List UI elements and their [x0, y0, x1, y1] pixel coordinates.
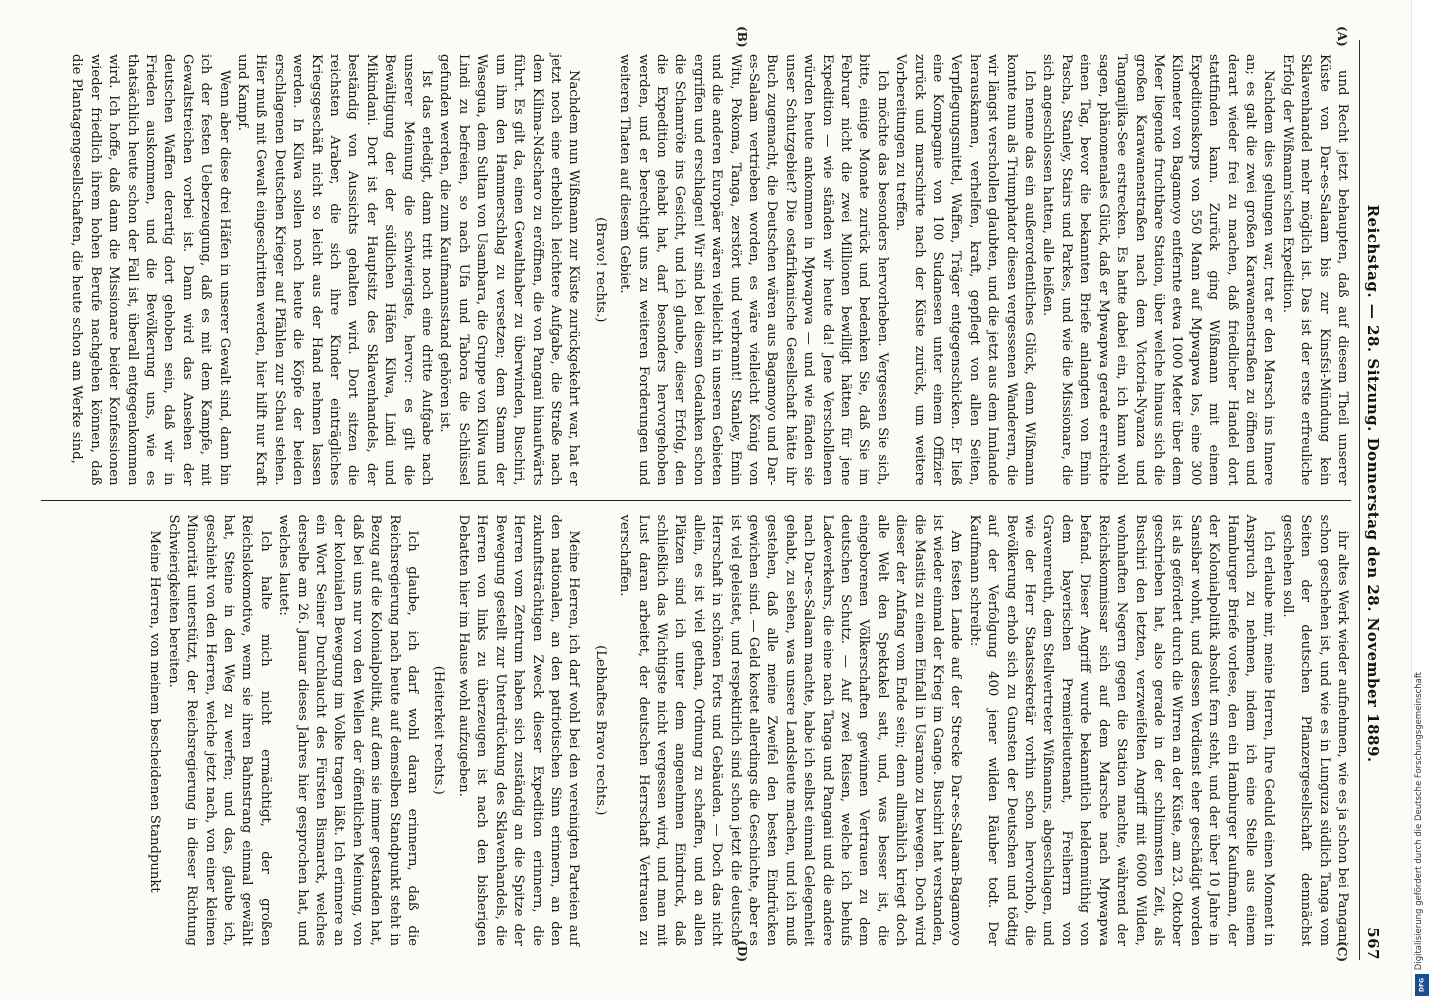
digitization-credit-strip — [1411, 0, 1432, 1000]
paragraph: Ich glaube, ich darf wohl daran erinnern, daß die Reichsregierung nach heute auf demselben Standpunkt steht in Bezug auf die Kolonialpolitik, auf dem sie immer gestanden hat, daß bei uns nur von den Wellen der öffentlichen Meinung, von der kolonialen Bewegung im Volke tragen läßt. Ich erinnere an ein Wort Seiner Durchlaucht des Fürsten Bismarck, welches derselbe am 26. Januar dieses Jahres hier gesprochen hat, und welches lautet: — [276, 514, 421, 946]
left-column — [41, 26, 1351, 500]
margin-marker-d: (D) — [735, 940, 749, 962]
stage-direction: (Lebhaftes Bravo rechts.) — [592, 645, 608, 816]
paragraph: Ich möchte das besonders hervorheben. Vergessen Sie sich, bitte, einige Monate zurück und bedenken Sie, daß Sie im Februar nicht die zwei Millionen bewilligt hätten für jene Expedition — wie ständen wir heute da! Jene Verschollenen würden heute ankommen in Mpwapwa — und wie fänden sie unser Schutzgebiet? Die ostafrikanische Gesellschaft hätte ihr Buch zugemacht, die Deutschen wären aus Bagamoyo und Dar-es-Salaam vertrieben worden, es wäre vielleicht König von Witu, Pokoma, Tanga, zerstört und verbrannt! Stanley, Emin und die anderen Europäer wären vielleicht in unseren Gebieten ergriffen und erschlagen! Wir sind bei diesem Gedanken schon die Schamröte ins Gesicht, und ich glaube, dieser Erfolg, den die Expedition gehabt hat, darf besonders hervorgehoben werden, und er berechtigt uns zu weiteren Forderungen und weiteren Thaten auf diesem Gebiet. — [617, 54, 890, 486]
page-number: 567 — [1364, 927, 1382, 960]
text-columns — [41, 26, 1351, 962]
paragraph: Meine Herren, von meinem bescheidenen Standpunkt — [147, 530, 163, 893]
rotated-page-content — [16, 20, 1396, 980]
paragraph: Meine Herren, ich darf wohl bei den vereinigten Parteien auf den nationalen, an den patriotischen Sinn erinnern, an den zukunftsträchtigen Zweck dieser Expedition erinnern, die Herren vom Zentrum haben sich zuständig an die Spitze der Bewegung gestellt zur Unterdrückung des Sklavenhandels, die Herren von links zu überzeugen ist nach den bisherigen Debatten hier im Hause wohl aufzugeben. — [455, 514, 582, 946]
margin-marker-b: (B) — [735, 26, 749, 48]
page-header — [1359, 40, 1382, 960]
paragraph: Am festen Lande auf der Strecke Dar-es-Salaam-Bagamoyo ist wieder einmal der Krieg im Gange. Buschiri hat verstanden, die Masitis zu einem Einfall in Usaramo zu bewegen. Doch wird dieser der Anfang vom Ende sein; denn allmählich kriegt doch alle Welt den Spektakel satt, und, was besser ist, die eingeborenen Völkerschaften gewinnen Vertrauen zu dem deutschen Schutz. — Auf zwei Reisen, welche ich behufs Ladeverkehrs, die eine nach Tanga und Pangani und die andere nach Dar-es-Salaam machte, habe ich selbst einmal Gelegenheit gehabt, zu sehen, was unsere Landsleute machen, und ich muß gestehen, daß alle meine Zweifel den besten Eindrücken gewichen sind. — Geld kostet allerdings die Geschichte, aber es ist viel geleistet, und respektirlich sind schon jetzt die deutsche Herrschaft in schönen Forts und Gebäuden. — Doch das nicht allein, es ist viel gethan, Ordnung zu schaffen, und an allen Plätzen sind ich unter dem angenehmen Eindruck, daß schließlich das Wichtigste nicht vergessen wird, und man mit Lust daran arbeitet, der deutschen Herrschaft Vertrauen zu verschaffen. — [617, 514, 964, 946]
paragraph: Ich nenne das ein außerordentliches Glück, denn Wißmann konnte nun als Triumphator diesen vergessenen Wanderern, die wir längst verschollen glaubten, und die jetzt aus dem Innlande herauskamen, verhelfen, kraft, gepflegt von allen Seiten, Verpflegungsmittel, Waffen, Träger entgegenschicken. Er ließ eine Kompagnie von 100 Sudanesen unter einem Offizier zurück und marschirte nach der Küste zurück, um weitere Vorbereitungen zu treffen. — [893, 54, 1038, 486]
right-column — [41, 500, 1351, 961]
paragraph: Nachdem dies gelungen war, trat er den Marsch ins Innere an; es galt die zwei großen Karawanenstraßen zu öffnen und derart wieder frei zu machen, daß friedlicher Handel dort stattfinden kann. Zurück ging Wißmann mit einem Expeditionskorps von 550 Mann auf Mpwapwa los, eine 300 Kilometer von Bagamoyo entfernte etwa 1000 Meter über dem Meer liegende fruchtbare Station, über welche hinaus sich die großen Karawanenstraßen nach dem Victoria-Nyanza und Tanganjika-See erstrecken. Es hatte dabei ein, ich kann wohl sagen, phänomenales Glück, daß er Mpwapwa gerade erreichte einen Tag, bevor die bekannten Briefe anlangten von Emin Pascha, Stanley, Stairs und Parkes, und wie die Missionare, die sich angeschlossen hatten, alle heißen. — [1040, 54, 1277, 486]
paragraph: und Recht jetzt behaupten, daß auf diesem Theil unserer Küste von Dar-es-Salaam bis zur Kinsfsi-Mündung kein Sklavenhandel mehr möglich ist. Das ist der erste erfreuliche Erfolg der Wißmann'schen Expedition. — [1279, 54, 1350, 486]
margin-marker-c: (C) — [1335, 941, 1349, 962]
dfg-logo: DFG — [1415, 974, 1429, 996]
page-header-title: Reichstag. — 28. Sitzung. Donnerstag den 28. November 1889. — [1364, 204, 1382, 763]
paragraph: ihr altes Werk wieder aufnehmen, wie es ja schon bei Pangani schon geschehen ist, und wie es in Lunguza südlich Tanga vom Seiten der deutschen Pflanzergesellschaft demnächst geschehen soll. — [1279, 514, 1350, 946]
paragraph: Ich erlaube mir, meine Herren, Ihre Geduld einen Moment in Anspruch zu nehmen, indem ich eine Stelle aus einem Hamburger Briefe vorlese, den ein Hamburger Kaufmann, der der Kolonialpolitik absolut fern steht, und der über 10 Jahre in Sansibar wohnt, und dessen Verdienst eher geschädigt worden ist als gefördert durch die Wirren an der Küste, am 23. Oktober geschrieben hat, also gerade in der schlimmsten Zeit, als Buschiri den letzten, verzweifelten Angriff mit 6000 Wilden, wohnhaften Negern gegen die Station machte, während der Reichskommissar sich auf dem Marsche nach Mpwapwa befand. Dieser Angriff wurde bekanntlich heldenmüthig von dem bayerischen Premierlieutenant, Freiherrn von Gravenreuth, dem Stellvertreter Wißmanns, abgeschlagen, und wie der Herr Staatssekretär vorhin schon hervorhob, die Bevölkerung erhob sich zu Gunsten der Deutschen und tödtig auf der Verfolgung 400 jener wilden Räuber todt. Der Kaufmann schreibt: — [966, 514, 1277, 946]
paragraph: Nachdem nun Wißmann zur Küste zurückgekehrt war, hat er jetzt noch eine erheblich leichtere Aufgabe, die Straße nach dem Kilima-Ndscharo zu eröffnen, die von Pangani hinaufwärts führt. Es gilt da, einen Gewalthaber zu überwinden, Buschiri, um ihm den Hammerschlag zu versetzen; dem Stamm der Wasegua, dem Sultan von Usambara, die Gruppe von Kilwa und Lindi zu befreien, so nach Ufa und Tabora die Schlüssel gefunden werden, die zum Kaufmannsstand gehören ist. — [437, 54, 582, 486]
margin-marker-a: (A) — [1335, 26, 1349, 47]
digitization-credit: Digitalisierung gefördert durch die Deutsche Forschungsgemeinschaft — [1414, 671, 1424, 970]
paragraph: Ist das erledigt, dann tritt noch eine dritte Aufgabe nach unserer Meinung die schwierigste, hervor: es gilt die Bewältigung der der südlichen Häfen Kilwa, Lindi und Mikindani. Dort ist der Hauptsitz des Sklavenhandels, der beständig von Aussichts gehalten wird. Dort sitzen die reichsten Araber, die sich ihre Kinder einträgliches Kriegsgeschäft nicht so leicht aus der Hand nehmen lassen werden. In Kilwa sollen noch heute die Köpfe der beiden erschlagenen Deutschen Krieger auf Pfählen zur Schau stehen. Hier muß mit Gewalt eingeschritten werden, hier hilft nur Kraft und Kampf. — [235, 54, 435, 486]
stage-direction: (Heiterkeit rechts.) — [431, 665, 447, 795]
stage-direction: (Bravo! rechts.) — [592, 217, 608, 323]
quotation: Ich halte mich nicht ermächtigt, der großen Reichslokomotive, wenn sie ihren Bahnstrang einmal gewählt hat, Steine in den Weg zu werfen; und das, glaube ich, geschieht von den Herren, welche jetzt nach, von einer kleinen Minorität unterstützt, der Reichsregierung in dieser Richtung Schwierigkeiten bereiten. — [165, 514, 273, 946]
paragraph: Wenn aber diese drei Häfen in unserer Gewalt sind, dann bin ich der festen Ueberzeugung, daß es mit dem Kampfe, mit Gewaltstreichen vorbei ist. Dann wird das Ansehen der deutschen Waffen derartig dort gehoben sein, daß wir in Frieden auskommen, und die Bevölkerung uns, wie es thatsächlich heute schon der Fall ist, überall entgegenkommen wird. Ich hoffe, daß dann die Missionare beider Konfessionen wieder friedlich ihrem hohen Berufe nachgehen können, daß die Plantagengesellschaften, die heute schon am Werke sind, — [69, 54, 232, 486]
